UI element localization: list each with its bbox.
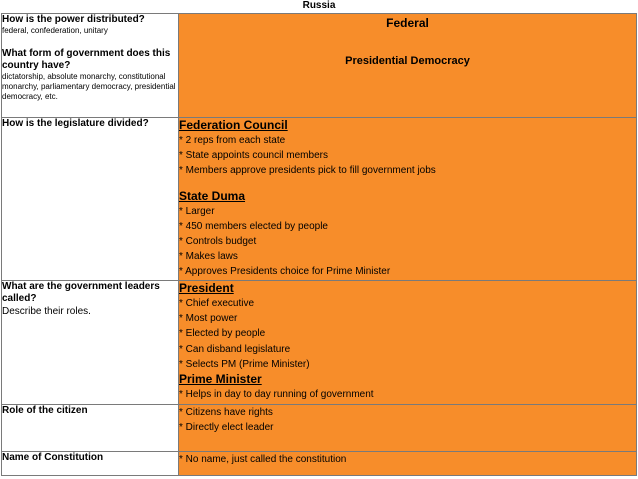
question-cell-legislature <box>2 118 179 281</box>
list-item: * Members approve presidents pick to fill government jobs <box>179 165 436 177</box>
heading-prime-minister: Prime Minister <box>179 372 262 387</box>
answer-cell-citizen <box>179 405 637 452</box>
list-item: * Makes laws <box>179 251 238 263</box>
government-table <box>1 13 637 476</box>
question-cell-power <box>2 14 179 118</box>
list-item: * Approves Presidents choice for Prime Minister <box>179 266 391 278</box>
spacer <box>179 179 636 189</box>
list-item: * Helps in day to day running of government <box>179 389 374 401</box>
options-power: federal, confederation, unitary <box>2 26 108 35</box>
question-cell-citizen <box>2 405 179 452</box>
question-legislature: How is the legislature divided? <box>2 118 149 129</box>
list-item: * 2 reps from each state <box>179 135 286 146</box>
answer-cell-constitution <box>179 452 637 476</box>
question-government-form: What form of government does this country have? <box>2 48 171 71</box>
question-constitution: Name of Constitution <box>2 452 104 463</box>
answer-presidential-democracy: Presidential Democracy <box>345 55 470 67</box>
heading-state-duma: State Duma <box>179 188 246 203</box>
list-item: * Controls budget <box>179 236 257 248</box>
options-government-form: dictatorship, absolute monarchy, constitutional monarchy, parliamentary democracy, presidential democracy, etc. <box>2 72 176 101</box>
question-cell-constitution <box>2 452 179 476</box>
answer-cell-leaders <box>179 281 637 405</box>
question-power: How is the power distributed? <box>2 14 145 25</box>
heading-president: President <box>179 281 234 295</box>
list-item: * Can disband legislature <box>179 343 291 355</box>
table-row-leaders <box>2 281 637 405</box>
list-item: * State appoints council members <box>179 150 328 162</box>
question-cell-leaders <box>2 281 179 405</box>
list-item: * Larger <box>179 205 215 217</box>
list-item: * No name, just called the constitution <box>179 454 347 465</box>
document-title: Russia <box>302 0 336 11</box>
list-item: * Most power <box>179 313 238 325</box>
list-item: * Elected by people <box>179 328 266 340</box>
list-item: * Selects PM (Prime Minister) <box>179 358 310 370</box>
table-row-power <box>2 14 637 118</box>
question-citizen: Role of the citizen <box>2 405 88 416</box>
answer-federal: Federal <box>386 16 429 30</box>
answer-cell-power <box>179 14 637 118</box>
list-item: * 450 members elected by people <box>179 220 328 232</box>
list-item: * Directly elect leader <box>179 422 274 434</box>
list-item: * Chief executive <box>179 298 255 309</box>
answer-cell-legislature <box>179 118 637 281</box>
heading-federation-council: Federation Council <box>179 118 288 132</box>
spacer <box>2 36 178 48</box>
description-leaders: Describe their roles. <box>2 306 91 317</box>
table-row-constitution <box>2 452 637 476</box>
table-row-legislature <box>2 118 637 281</box>
table-row-citizen <box>2 405 637 452</box>
list-item: * Citizens have rights <box>179 407 273 418</box>
question-leaders: What are the government leaders called? <box>2 281 160 304</box>
